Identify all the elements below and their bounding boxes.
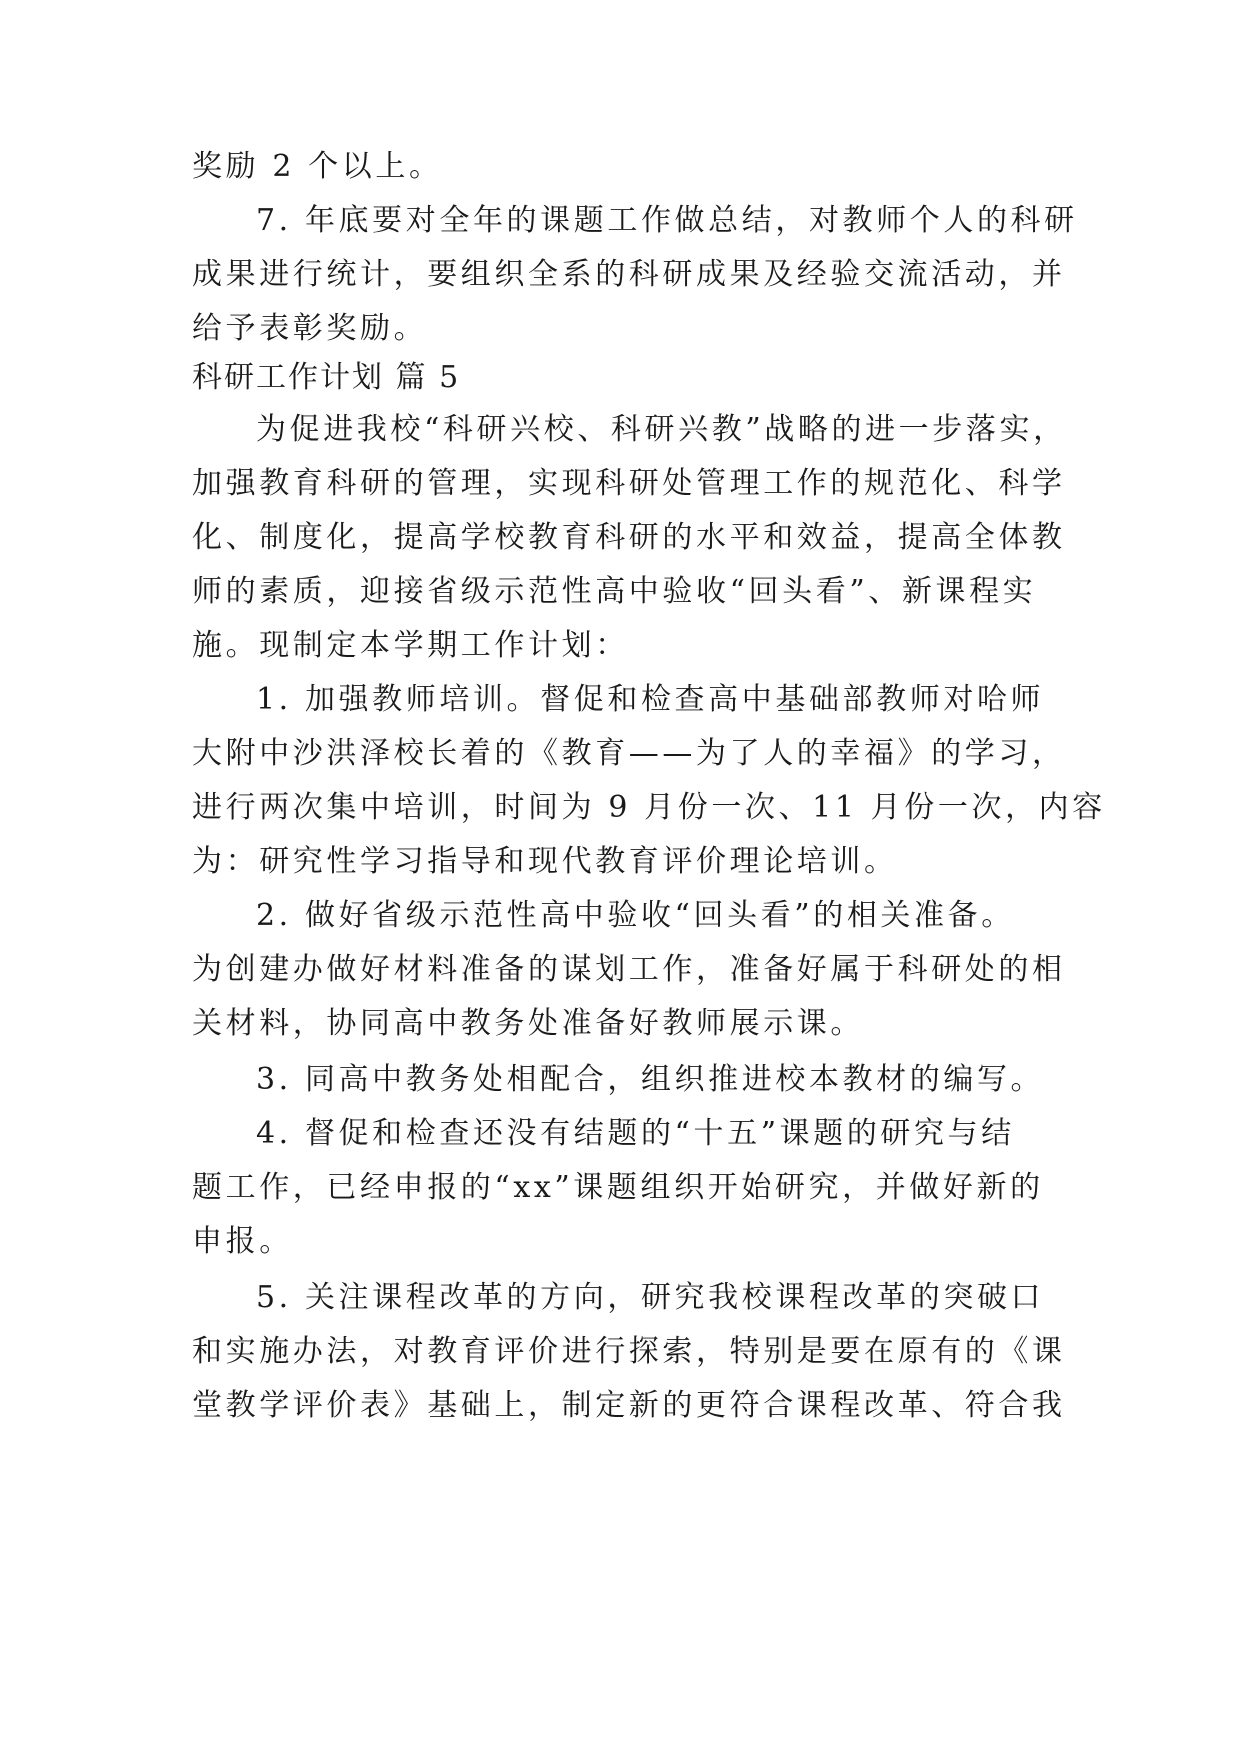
text-line: 申报。 <box>192 1224 293 1259</box>
text-line: 5. 关注课程改革的方向，研究我校课程改革的突破口 <box>256 1280 1045 1315</box>
text-line: 7. 年底要对全年的课题工作做总结，对教师个人的科研 <box>256 203 1078 238</box>
text-line: 为促进我校“科研兴校、科研兴教”战略的进一步落实， <box>256 412 1067 447</box>
text-line: 化、制度化，提高学校教育科研的水平和效益，提高全体教 <box>192 520 1066 555</box>
text-line: 3. 同高中教务处相配合，组织推进校本教材的编写。 <box>256 1062 1045 1097</box>
text-line: 关材料，协同高中教务处准备好教师展示课。 <box>192 1006 864 1041</box>
text-line: 成果进行统计，要组织全系的科研成果及经验交流活动，并 <box>192 257 1066 292</box>
text-line: 堂教学评价表》基础上，制定新的更符合课程改革、符合我 <box>192 1388 1066 1423</box>
text-line: 题工作，已经申报的“xx”课题组织开始研究，并做好新的 <box>192 1170 1044 1205</box>
text-line: 给予表彰奖励。 <box>192 311 428 346</box>
section-heading: 科研工作计划 篇 5 <box>192 360 461 395</box>
text-line: 奖励 2 个以上。 <box>192 149 443 184</box>
text-line: 为创建办做好材料准备的谋划工作，准备好属于科研处的相 <box>192 952 1066 987</box>
text-line: 进行两次集中培训，时间为 9 月份一次、11 月份一次，内容 <box>192 790 1106 825</box>
text-line: 4. 督促和检查还没有结题的“十五”课题的研究与结 <box>256 1116 1015 1151</box>
text-line: 为：研究性学习指导和现代教育评价理论培训。 <box>192 844 898 879</box>
text-line: 2. 做好省级示范性高中验收“回头看”的相关准备。 <box>256 898 1015 933</box>
text-line: 师的素质，迎接省级示范性高中验收“回头看”、新课程实 <box>192 574 1037 609</box>
text-line: 加强教育科研的管理，实现科研处管理工作的规范化、科学 <box>192 466 1066 501</box>
text-line: 1. 加强教师培训。督促和检查高中基础部教师对哈师 <box>256 682 1045 717</box>
text-line: 和实施办法，对教育评价进行探索，特别是要在原有的《课 <box>192 1334 1066 1369</box>
text-line: 施。现制定本学期工作计划： <box>192 628 629 663</box>
text-line: 大附中沙洪泽校长着的《教育——为了人的幸福》的学习， <box>192 736 1066 771</box>
